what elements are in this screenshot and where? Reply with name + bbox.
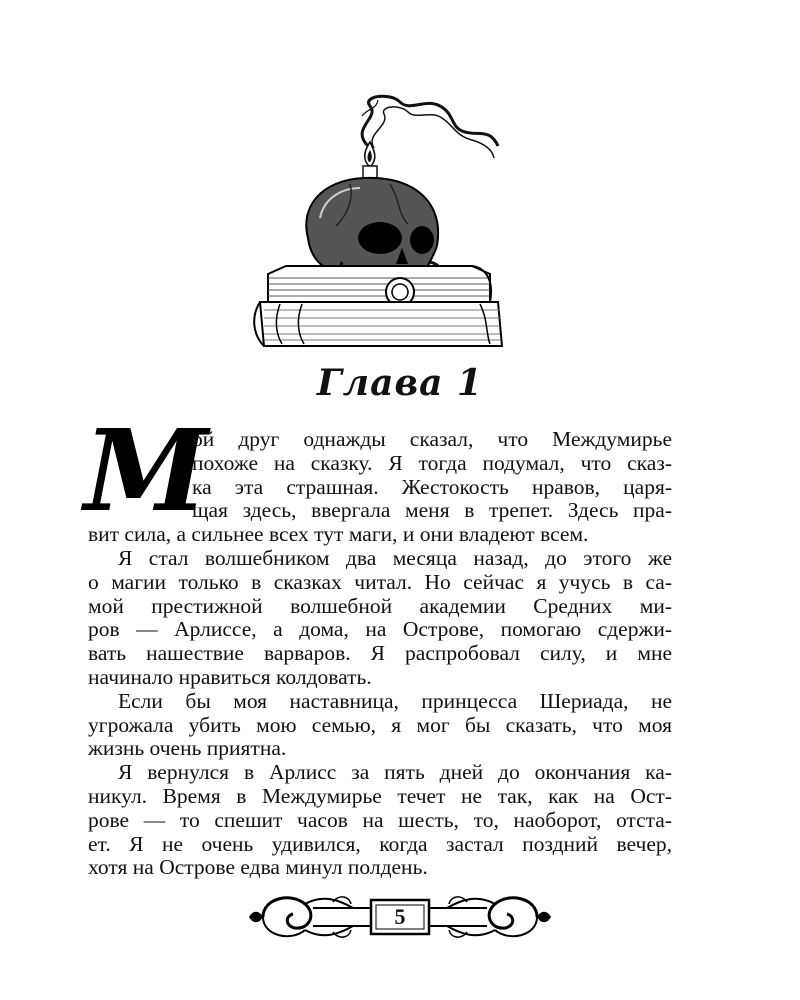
chapter-title: Глава 1 <box>316 362 484 404</box>
chapter-text <box>88 428 672 880</box>
text-line: о магии только в сказках читал. Но сейчас я учусь в са- <box>88 569 672 594</box>
text-line: Я стал волшебником два месяца назад, до этого же <box>118 545 672 570</box>
text-line: щая здесь, ввергала меня в трепет. Здесь пра- <box>192 498 672 523</box>
text-line: никул. Время в Междумирье течет не так, как на Ост- <box>88 783 672 808</box>
text-line: хотя на Острове едва минул полдень. <box>88 855 428 880</box>
page-number: 5 <box>394 904 406 929</box>
text-line: Я вернулся в Арлисс за пять дней до окончания ка- <box>118 760 672 785</box>
text-line: жизнь очень приятна. <box>88 736 287 761</box>
text-line: вать нашествие варваров. Я распробовал силу, и мне <box>88 641 672 666</box>
text-line: ой друг однажды сказал, что Междумирье <box>192 427 672 451</box>
text-line: ка эта страшная. Жестокость нравов, царя- <box>192 474 672 499</box>
text-line: ров — Арлиссе, а дома, на Острове, помогаю сдержи- <box>88 617 672 642</box>
text-line: вит сила, а сильнее всех тут маги, и они владеют всем. <box>88 522 589 547</box>
text-line: рове — то спешит часов на шесть, то, наоборот, отста- <box>88 807 672 832</box>
text-line: ет. Я не очень удивился, когда застал поздний вечер, <box>88 831 672 856</box>
drop-cap-letter: М <box>84 406 208 537</box>
text-line: мой престижной волшебной академии Средних ми- <box>88 593 672 618</box>
skull-candle-illustration <box>250 88 530 358</box>
text-line: начинало нравиться колдовать. <box>88 664 372 689</box>
text-line: угрожала убить мою семью, я мог бы сказать, что моя <box>88 712 672 737</box>
text-line: похоже на сказку. Я тогда подумал, что сказ- <box>192 450 672 475</box>
text-line: Если бы моя наставница, принцесса Шериада, не <box>118 688 672 713</box>
